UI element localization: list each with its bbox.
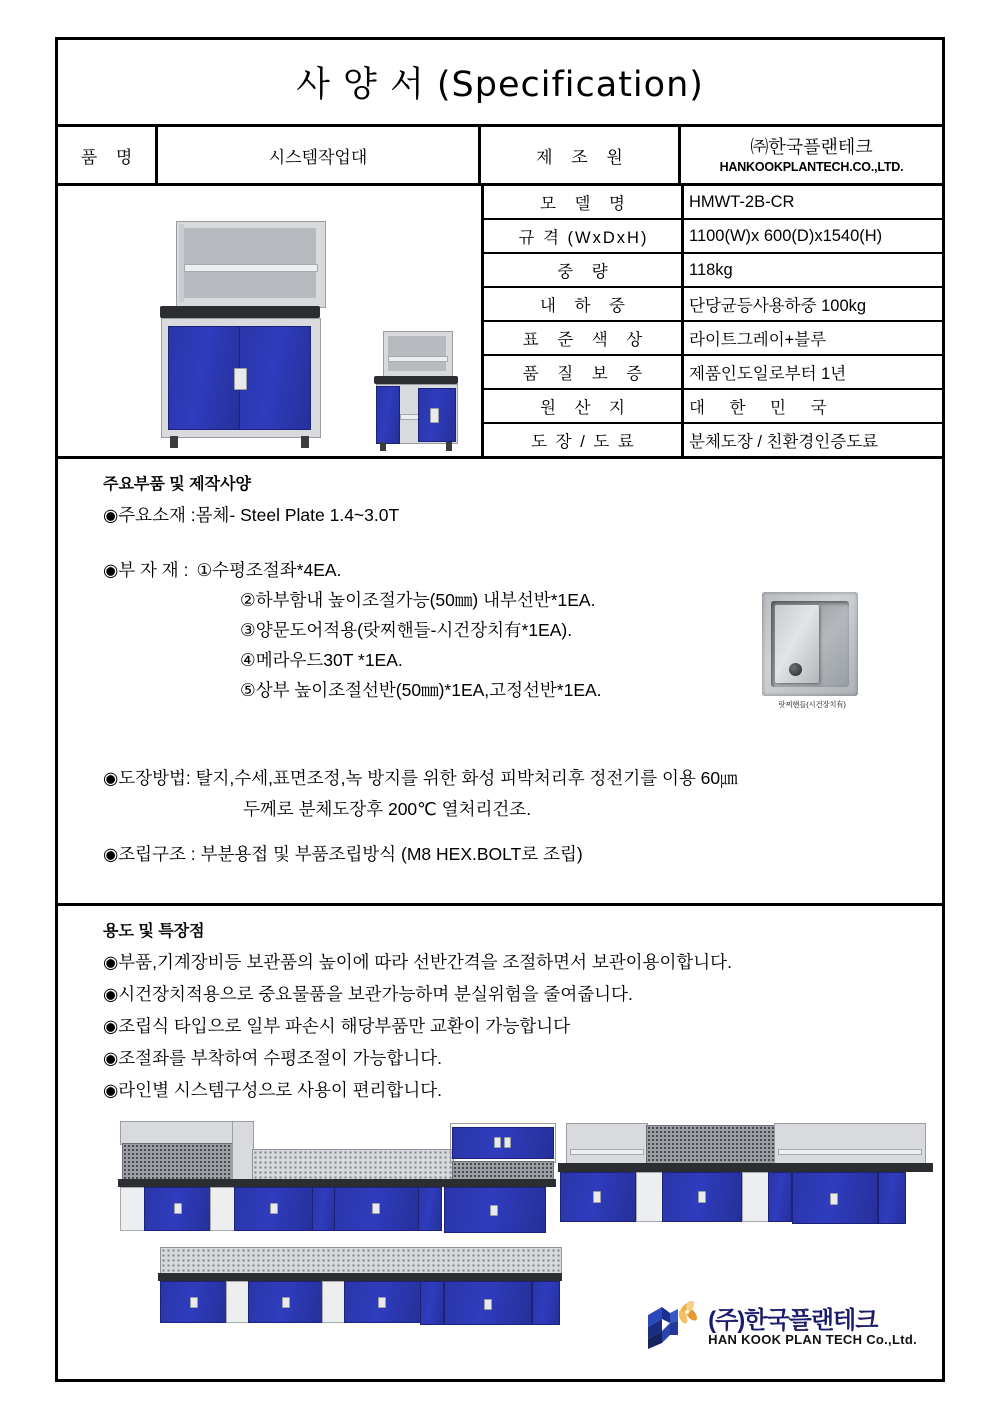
shelf-board — [778, 1149, 922, 1155]
pegboard-panel — [646, 1125, 776, 1165]
parts-section — [58, 459, 942, 906]
parts-section-heading: 주요부품 및 제작사양 — [103, 476, 251, 493]
latch-handle-icon — [174, 1203, 182, 1214]
spec-value: 단당균등사용하중 100kg — [689, 297, 867, 315]
subpart-item-5: ⑤상부 높이조절선반(50㎜)*1EA,고정선반*1EA. — [240, 680, 602, 700]
use-item-4: ◉조절좌를 부착하여 수평조절이 가능합니다. — [103, 1048, 443, 1068]
latch-handle-icon — [593, 1191, 601, 1203]
subpart-item-1: ①수평조절좌*4EA. — [196, 560, 342, 580]
use-item-2: ◉시건장치적용으로 중요물품을 보관가능하며 분실위험을 줄여줍니다. — [103, 984, 633, 1004]
latch-handle-icon — [190, 1297, 198, 1308]
spec-value: 1100(W)x 600(D)x1540(H) — [689, 226, 883, 245]
table-row — [484, 288, 942, 322]
shelf-side-left — [179, 224, 184, 302]
leveling-foot — [446, 442, 452, 451]
latch-handle-image — [762, 592, 858, 696]
product-header-row — [58, 127, 942, 186]
latch-handle-icon — [282, 1297, 290, 1308]
drawer-stack — [768, 1172, 792, 1222]
spacer — [58, 707, 942, 765]
spec-value: 118kg — [689, 260, 733, 279]
product-name-value: 시스템작업대 — [158, 127, 481, 183]
cabinet-door-right — [239, 326, 311, 430]
latch-handle-icon — [490, 1205, 498, 1216]
system-line-gallery — [58, 1109, 942, 1359]
company-logo — [642, 1301, 917, 1353]
latch-handle-icon — [372, 1203, 380, 1214]
spacer — [58, 531, 942, 557]
maker-label: 제 조 원 — [481, 127, 681, 183]
specification-sheet — [55, 37, 945, 1382]
open-shelf-unit — [120, 1187, 146, 1231]
latch-handle-icon — [430, 408, 439, 423]
latch-handle-icon — [234, 368, 247, 390]
handle-photo-caption: 랏찌핸들(시건장치有) — [778, 700, 846, 709]
small-unit-shelf-board — [388, 356, 448, 362]
paint-method-line-2: 두께로 분체도장후 200℃ 열처리건조. — [243, 799, 532, 819]
spec-key: 원 산 지 — [484, 390, 684, 422]
spec-key: 표 준 색 상 — [484, 322, 684, 354]
latch-handle-icon — [698, 1191, 706, 1203]
table-row — [484, 254, 942, 288]
spec-key: 내 하 중 — [484, 288, 684, 320]
handle-photo — [762, 592, 862, 710]
spec-value: 분체도장 / 친환경인증도료 — [689, 433, 879, 451]
latch-handle-icon — [270, 1203, 278, 1214]
drawer-stack — [418, 1187, 442, 1231]
maker-name-kr: ㈜한국플랜테크 — [750, 136, 873, 157]
logo-svg-icon — [642, 1301, 700, 1353]
spec-key: 도 장 / 도 료 — [484, 424, 684, 456]
spec-value: HMWT-2B-CR — [689, 192, 795, 211]
use-item-5: ◉라인별 시스템구성으로 사용이 편리합니다. — [103, 1080, 443, 1100]
overhead-cabinet — [120, 1121, 242, 1145]
specification-table — [484, 186, 942, 456]
upper-shelf-board — [184, 264, 318, 272]
latch-handle-icon — [494, 1137, 501, 1148]
worktop — [558, 1163, 933, 1172]
open-shelf-unit — [210, 1187, 236, 1231]
upper-shelf-unit — [774, 1123, 926, 1165]
drawer-stack — [312, 1187, 336, 1231]
leveling-foot — [170, 436, 178, 448]
table-row — [484, 390, 942, 424]
small-unit-shelf-interior — [388, 336, 446, 371]
leveling-foot — [301, 436, 309, 448]
document-title-row — [58, 40, 942, 127]
uses-section — [58, 906, 942, 1359]
upper-shelf-unit — [566, 1123, 648, 1165]
logo-name-en: HAN KOOK PLAN TECH Co.,Ltd. — [708, 1331, 917, 1347]
logo-text — [708, 1308, 917, 1347]
worktop — [160, 306, 320, 318]
table-row — [484, 186, 942, 220]
subpart-item-4: ④메라우드30T *1EA. — [240, 650, 403, 670]
overhead-cabinet-frame — [450, 1123, 556, 1163]
subparts-label: ◉부 자 재 : — [103, 560, 189, 580]
subpart-item-2: ②하부함내 높이조절가능(50㎜) 내부선반*1EA. — [240, 590, 596, 610]
subpart-item-3: ③양문도어적용(랏찌핸들-시건장치有*1EA). — [240, 620, 573, 640]
maker-cell — [681, 127, 942, 183]
table-row — [484, 356, 942, 390]
use-item-3: ◉조립식 타입으로 일부 파손시 해당부품만 교환이 가능합니다 — [103, 1016, 571, 1036]
worktop — [118, 1179, 556, 1187]
drawer-stack — [420, 1281, 444, 1325]
cabinet-door-left — [168, 326, 240, 430]
spec-key: 모 델 명 — [484, 186, 684, 218]
spec-key: 중 량 — [484, 254, 684, 286]
paint-method-line-1: ◉도장방법: 탈지,수세,표면조정,녹 방지를 위한 화성 피박처리후 정전기를 이용 60㎛ — [103, 768, 738, 788]
logo-mark-icon — [642, 1301, 700, 1353]
upper-shelf-interior — [184, 228, 316, 298]
uses-section-heading: 용도 및 특장점 — [103, 923, 205, 940]
spec-value: 라이트그레이+블루 — [689, 331, 827, 349]
pegboard-panel — [160, 1247, 562, 1275]
maker-name-en: HANKOOKPLANTECH.CO.,LTD. — [719, 160, 904, 175]
end-panel — [232, 1121, 254, 1181]
open-shelf-unit — [322, 1281, 346, 1323]
worktop — [158, 1273, 562, 1281]
spec-key: 품 질 보 증 — [484, 356, 684, 388]
open-shelf-unit — [742, 1172, 770, 1222]
table-row — [484, 220, 942, 254]
latch-handle-icon — [378, 1297, 386, 1308]
logo-name-kr: (주)한국플랜테크 — [708, 1306, 878, 1334]
material-line: ◉주요소재 :몸체- Steel Plate 1.4~3.0T — [103, 505, 400, 525]
product-overview-block — [58, 186, 942, 459]
small-unit-door-open — [376, 386, 400, 444]
small-unit-worktop — [374, 376, 458, 384]
spec-key: 규 격 (WxDxH) — [484, 220, 684, 252]
drawer-stack — [878, 1172, 906, 1224]
spec-value: 제품인도일로부터 1년 — [689, 365, 847, 383]
open-shelf-unit — [226, 1281, 250, 1323]
spec-value: 대 한 민 국 — [689, 399, 837, 417]
lock-keyhole-icon — [789, 663, 802, 676]
page-title: 사 양 서 (Specification) — [296, 65, 704, 105]
leveling-foot — [380, 442, 386, 451]
shelf-board — [570, 1149, 644, 1155]
product-name-label: 품 명 — [58, 127, 158, 183]
latch-handle-icon — [504, 1137, 511, 1148]
open-shelf-unit — [636, 1172, 664, 1222]
assembly-structure-line: ◉조립구조 : 부분용접 및 부품조립방식 (M8 HEX.BOLT로 조립) — [103, 844, 583, 864]
product-photo — [58, 186, 484, 456]
latch-handle-icon — [830, 1193, 838, 1205]
latch-handle-icon — [484, 1299, 492, 1310]
table-row — [484, 322, 942, 356]
table-row — [484, 424, 942, 456]
use-item-1: ◉부품,기계장비등 보관품의 높이에 따라 선반간격을 조절하면서 보관이용이합니다. — [103, 952, 732, 972]
drawer-stack — [532, 1281, 560, 1325]
pegboard-panel — [122, 1143, 234, 1181]
pegboard-panel — [252, 1149, 454, 1181]
